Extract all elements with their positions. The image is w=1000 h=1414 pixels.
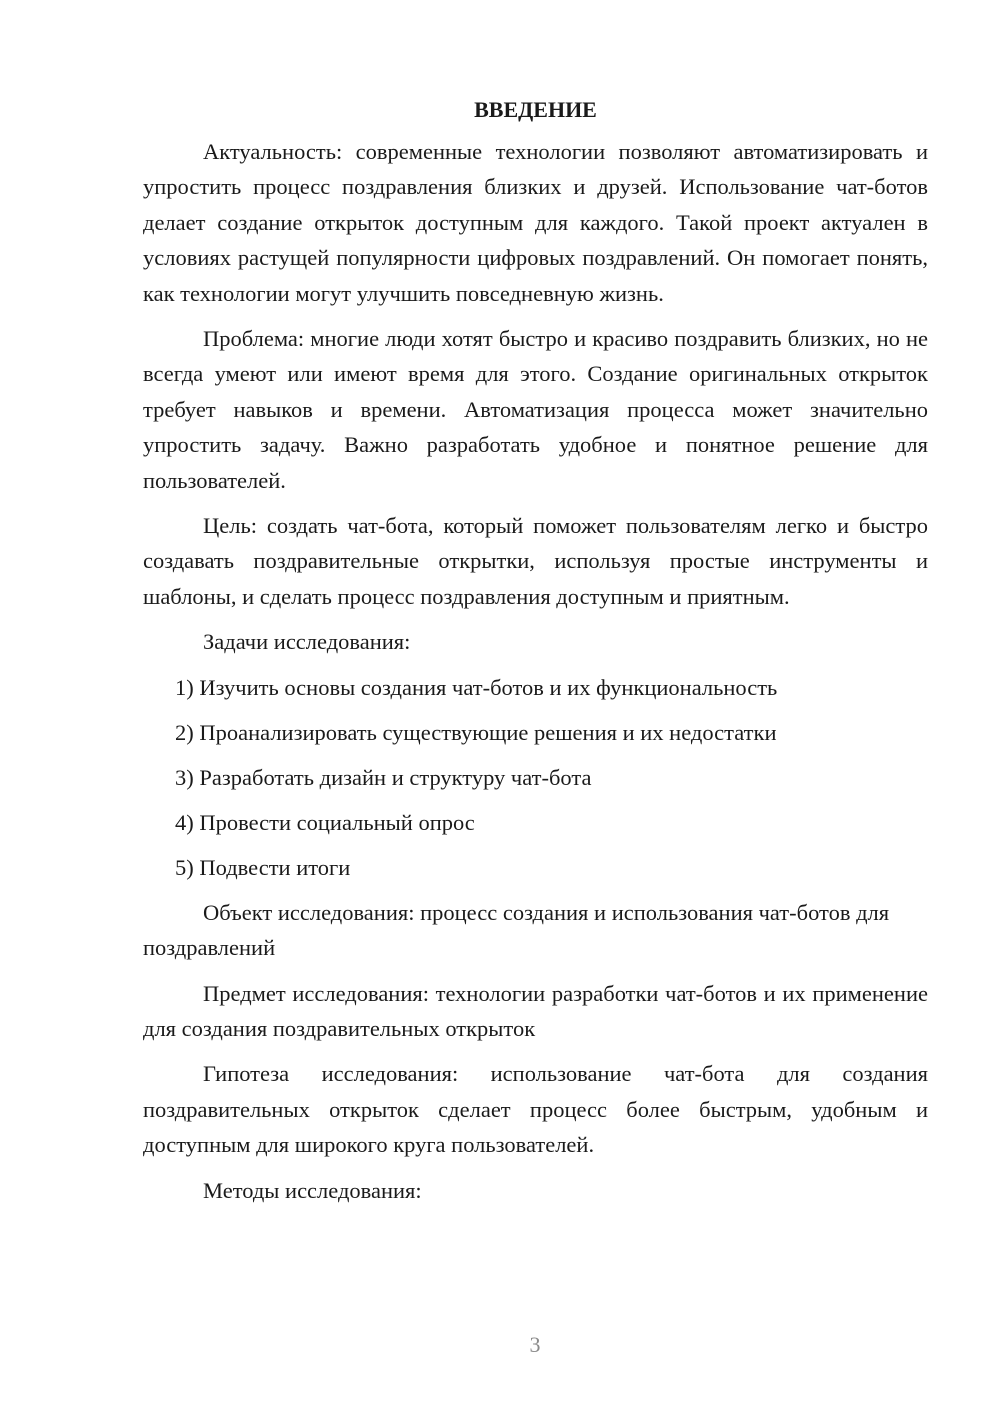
paragraph-object: Объект исследования: процесс создания и использования чат-ботов для поздравлений (143, 899, 890, 961)
paragraph-problem: Проблема: многие люди хотят быстро и красиво поздравить близких, но не всегда умеют или имеют время для этого. Создание оригинальных открыток требует навыков и времени. Автоматизация процесса может значительно упростить задачу. Важно разработать удобное и понятное решение для пользователей. (143, 326, 928, 493)
list-item: 5) Подвести итоги (175, 854, 351, 880)
tasks-list (143, 670, 928, 885)
paragraph-goal: Цель: создать чат-бота, который поможет пользователям легко и быстро создавать поздравительные открытки, используя простые инструменты и шаблоны, и сделать процесс поздравления доступным и приятным. (143, 513, 928, 609)
document-page (143, 92, 928, 1218)
paragraph-methods: Методы исследования: (203, 1177, 422, 1203)
list-item: 3) Разработать дизайн и структуру чат-бота (175, 764, 592, 790)
list-item: 4) Провести социальный опрос (175, 809, 475, 835)
paragraph-relevance: Актуальность: современные технологии позволяют автоматизировать и упростить процесс поздравления близких и друзей. Использование чат-ботов делает создание открыток доступным для каждого. Такой проект актуален в условиях растущей популярности цифровых поздравлений. Он помогает понять, как технологии могут улучшить повседневную жизнь. (143, 139, 928, 306)
list-item: 2) Проанализировать существующие решения и их недостатки (175, 719, 777, 745)
tasks-title: Задачи исследования: (203, 629, 411, 655)
paragraph-hypothesis: Гипотеза исследования: использование чат-бота для создания поздравительных открыток сделает процесс более быстрым, удобным и доступным для широкого круга пользователей. (143, 1061, 928, 1158)
page-number: 3 (529, 1332, 541, 1357)
list-item: 1) Изучить основы создания чат-ботов и их функциональность (175, 674, 778, 700)
page-title: ВВЕДЕНИЕ (474, 97, 597, 122)
paragraph-subject: Предмет исследования: технологии разработки чат-ботов и их применение для создания поздравительных открыток (143, 980, 928, 1041)
